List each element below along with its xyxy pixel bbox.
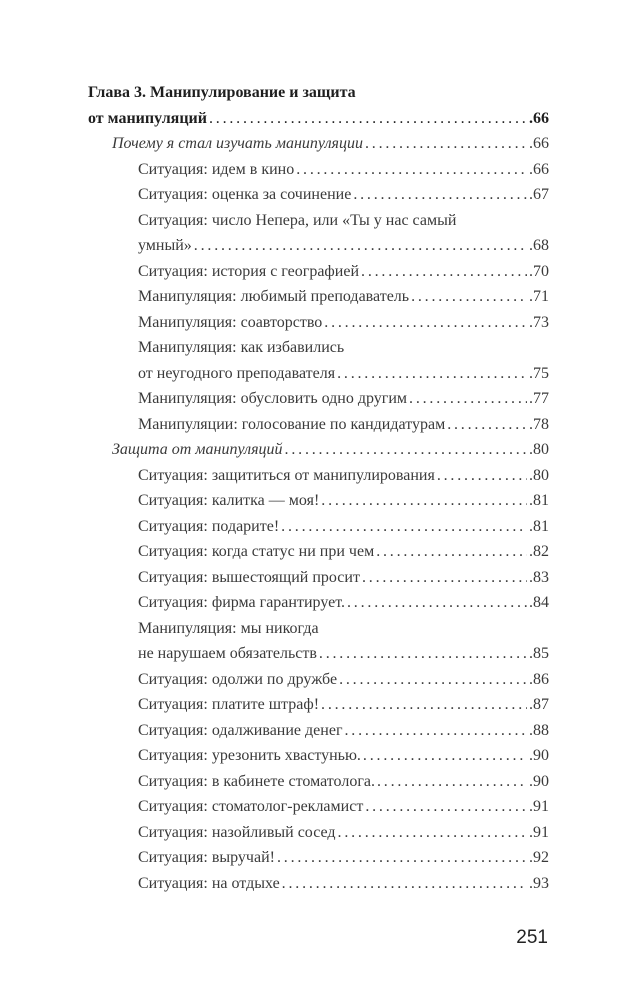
dot-leader bbox=[361, 259, 527, 285]
toc-entry-title: Манипуляция: обусловить одно другим bbox=[138, 390, 408, 407]
toc-entry bbox=[88, 284, 549, 310]
toc-entry-title: Манипуляция: как избавились bbox=[138, 339, 345, 356]
toc-entry-page: .90 bbox=[529, 747, 549, 764]
dot-leader bbox=[347, 590, 527, 616]
toc-entry-line bbox=[88, 182, 549, 208]
toc-entry-title: Ситуация: число Непера, или «Ты у нас самый bbox=[138, 211, 457, 229]
toc-entry bbox=[88, 310, 549, 336]
toc-entry-page: .68 bbox=[529, 237, 549, 254]
toc-entry bbox=[88, 539, 549, 565]
dot-leader bbox=[337, 361, 527, 387]
toc-entry bbox=[88, 80, 549, 131]
dot-leader bbox=[338, 820, 527, 846]
toc-entry-title: Ситуация: вышестоящий просит bbox=[138, 568, 360, 586]
toc-entry-line bbox=[88, 131, 549, 157]
toc-entry bbox=[88, 437, 549, 463]
toc-entry-line bbox=[88, 412, 549, 438]
toc-entry-line bbox=[88, 641, 549, 667]
toc-entry-line bbox=[88, 845, 549, 871]
toc-entry-page: .85 bbox=[529, 645, 549, 662]
dot-leader bbox=[363, 743, 527, 769]
toc-entry-page: .77 bbox=[529, 390, 549, 407]
toc-entry-page: .84 bbox=[529, 594, 549, 611]
dot-leader bbox=[324, 310, 527, 336]
toc-entry-page: .66 bbox=[529, 160, 549, 178]
toc-entry bbox=[88, 386, 549, 412]
dot-leader bbox=[377, 769, 527, 795]
toc-entry-line bbox=[88, 259, 549, 285]
toc-entry bbox=[88, 412, 549, 438]
toc-entry-line bbox=[88, 794, 549, 820]
toc-entry-line bbox=[88, 616, 549, 642]
dot-leader bbox=[209, 106, 527, 132]
toc-entry-line bbox=[88, 233, 549, 259]
toc-entry-page: .93 bbox=[529, 874, 549, 892]
toc-entry-page: .67 bbox=[529, 186, 549, 203]
toc-entry bbox=[88, 743, 549, 769]
toc-entry-line bbox=[88, 565, 549, 591]
toc-entry-page: .92 bbox=[529, 849, 549, 866]
toc-entry bbox=[88, 692, 549, 718]
toc-entry-line bbox=[88, 820, 549, 846]
dot-leader bbox=[339, 667, 527, 693]
toc-entry-title: Ситуация: одалживание денег bbox=[138, 721, 343, 739]
toc-entry-line bbox=[88, 284, 549, 310]
toc-entry-page: .70 bbox=[529, 262, 549, 280]
toc-entry bbox=[88, 590, 549, 616]
toc-entry-page: .91 bbox=[529, 823, 549, 841]
toc-entry-title: Ситуация: подарите! bbox=[138, 517, 280, 535]
toc-entry-title: Ситуация: платите штраф! bbox=[138, 696, 320, 713]
toc-entry-title: Ситуация: выручай! bbox=[138, 849, 275, 866]
toc-entry-page: .82 bbox=[529, 543, 549, 560]
toc-entry bbox=[88, 565, 549, 591]
toc-entry-line bbox=[88, 437, 549, 463]
toc-entry-line bbox=[88, 667, 549, 693]
toc-entry-page: .91 bbox=[529, 798, 549, 815]
toc-entry-title: Ситуация: калитка — моя! bbox=[138, 492, 320, 509]
toc-entry-page: .83 bbox=[529, 568, 549, 586]
toc-entry-page: .88 bbox=[529, 721, 549, 739]
toc-entry-title: Ситуация: стоматолог-рекламист bbox=[138, 798, 364, 815]
toc-entry bbox=[88, 463, 549, 489]
toc-entry-title: Ситуация: защититься от манипулирования bbox=[138, 466, 435, 484]
toc-entry-line bbox=[88, 743, 549, 769]
toc-entry-page: .78 bbox=[529, 415, 549, 433]
toc-entry-title: не нарушаем обязательств bbox=[138, 645, 317, 662]
toc-entry-title: Ситуация: одолжи по дружбе bbox=[138, 670, 338, 688]
toc-entry bbox=[88, 259, 549, 285]
toc-entry bbox=[88, 616, 549, 667]
toc-entry bbox=[88, 182, 549, 208]
dot-leader bbox=[282, 871, 527, 897]
toc-entry-title: Ситуация: когда статус ни при чем bbox=[138, 543, 375, 560]
toc-entry-title: Ситуация: история с географией bbox=[138, 262, 360, 280]
toc-entry-title: Ситуация: идем в кино bbox=[138, 160, 295, 178]
toc-entry-title: Ситуация: назойливый сосед bbox=[138, 823, 336, 841]
table-of-contents bbox=[88, 80, 549, 896]
dot-leader bbox=[285, 437, 527, 463]
toc-entry-title: Ситуация: на отдыхе bbox=[138, 874, 280, 892]
toc-entry bbox=[88, 335, 549, 386]
toc-entry bbox=[88, 871, 549, 897]
toc-entry-title: от неугодного преподавателя bbox=[138, 364, 336, 382]
dot-leader bbox=[281, 514, 527, 540]
dot-leader bbox=[321, 692, 527, 718]
toc-entry-page: .66 bbox=[529, 135, 549, 152]
toc-entry-line bbox=[88, 514, 549, 540]
toc-entry-line bbox=[88, 106, 549, 132]
toc-entry-title: Ситуация: оценка за сочинение bbox=[138, 186, 352, 203]
toc-entry bbox=[88, 820, 549, 846]
dot-leader bbox=[409, 386, 527, 412]
toc-entry bbox=[88, 845, 549, 871]
dot-leader bbox=[345, 718, 528, 744]
dot-leader bbox=[319, 641, 527, 667]
toc-entry-page: .73 bbox=[529, 313, 549, 331]
toc-entry bbox=[88, 794, 549, 820]
toc-entry-title: Ситуация: урезонить хвастунью. bbox=[138, 747, 361, 764]
toc-entry-title: от манипуляций bbox=[88, 109, 207, 127]
toc-entry bbox=[88, 718, 549, 744]
toc-entry bbox=[88, 131, 549, 157]
dot-leader bbox=[411, 284, 527, 310]
toc-entry bbox=[88, 667, 549, 693]
toc-entry-title: Манипуляция: мы никогда bbox=[138, 619, 319, 637]
toc-entry-title: Ситуация: в кабинете стоматолога. bbox=[138, 772, 375, 790]
toc-entry-line bbox=[88, 539, 549, 565]
toc-entry-page: .81 bbox=[529, 492, 549, 509]
toc-entry bbox=[88, 769, 549, 795]
dot-leader bbox=[194, 233, 527, 259]
toc-entry-title: Манипуляции: голосование по кандидатурам bbox=[138, 415, 446, 433]
toc-entry bbox=[88, 208, 549, 259]
toc-entry-line bbox=[88, 361, 549, 387]
toc-entry-page: .80 bbox=[529, 441, 549, 458]
toc-entry-line bbox=[88, 463, 549, 489]
dot-leader bbox=[277, 845, 527, 871]
toc-entry-title: Почему я стал изучать манипуляции bbox=[112, 135, 363, 152]
dot-leader bbox=[353, 182, 527, 208]
page-number: 251 bbox=[516, 927, 548, 948]
toc-entry-title: Манипуляция: соавторство bbox=[138, 313, 323, 331]
toc-entry-line bbox=[88, 157, 549, 183]
toc-entry-title: Ситуация: фирма гарантирует. bbox=[138, 594, 345, 611]
toc-entry-line bbox=[88, 692, 549, 718]
dot-leader bbox=[376, 539, 527, 565]
dot-leader bbox=[365, 131, 527, 157]
dot-leader bbox=[365, 794, 527, 820]
toc-entry-title: Глава 3. Манипулирование и защита bbox=[88, 84, 356, 101]
toc-entry-page: .81 bbox=[529, 517, 549, 535]
toc-entry-line bbox=[88, 590, 549, 616]
toc-entry-line bbox=[88, 386, 549, 412]
toc-entry bbox=[88, 488, 549, 514]
toc-entry-title: Защита от манипуляций bbox=[112, 441, 283, 458]
toc-entry-line bbox=[88, 871, 549, 897]
toc-entry-page: .75 bbox=[529, 364, 549, 382]
toc-entry-line bbox=[88, 718, 549, 744]
toc-entry-page: .86 bbox=[529, 670, 549, 688]
toc-entry-page: .87 bbox=[529, 696, 549, 713]
toc-entry bbox=[88, 514, 549, 540]
dot-leader bbox=[437, 463, 527, 489]
dot-leader bbox=[296, 157, 527, 183]
toc-entry-page: .80 bbox=[529, 466, 549, 484]
toc-entry-title: Манипуляция: любимый преподаватель bbox=[138, 288, 410, 305]
dot-leader bbox=[321, 488, 527, 514]
toc-entry-line bbox=[88, 208, 549, 234]
toc-entry-line bbox=[88, 769, 549, 795]
toc-entry bbox=[88, 157, 549, 183]
toc-entry-page: .66 bbox=[529, 109, 549, 127]
toc-entry-page: .71 bbox=[529, 288, 549, 305]
toc-entry-line bbox=[88, 310, 549, 336]
toc-entry-line bbox=[88, 335, 549, 361]
toc-entry-line bbox=[88, 80, 549, 106]
dot-leader bbox=[362, 565, 527, 591]
toc-entry-page: .90 bbox=[529, 772, 549, 790]
toc-entry-line bbox=[88, 488, 549, 514]
toc-entry-title: умный» bbox=[138, 237, 192, 254]
dot-leader bbox=[447, 412, 527, 438]
